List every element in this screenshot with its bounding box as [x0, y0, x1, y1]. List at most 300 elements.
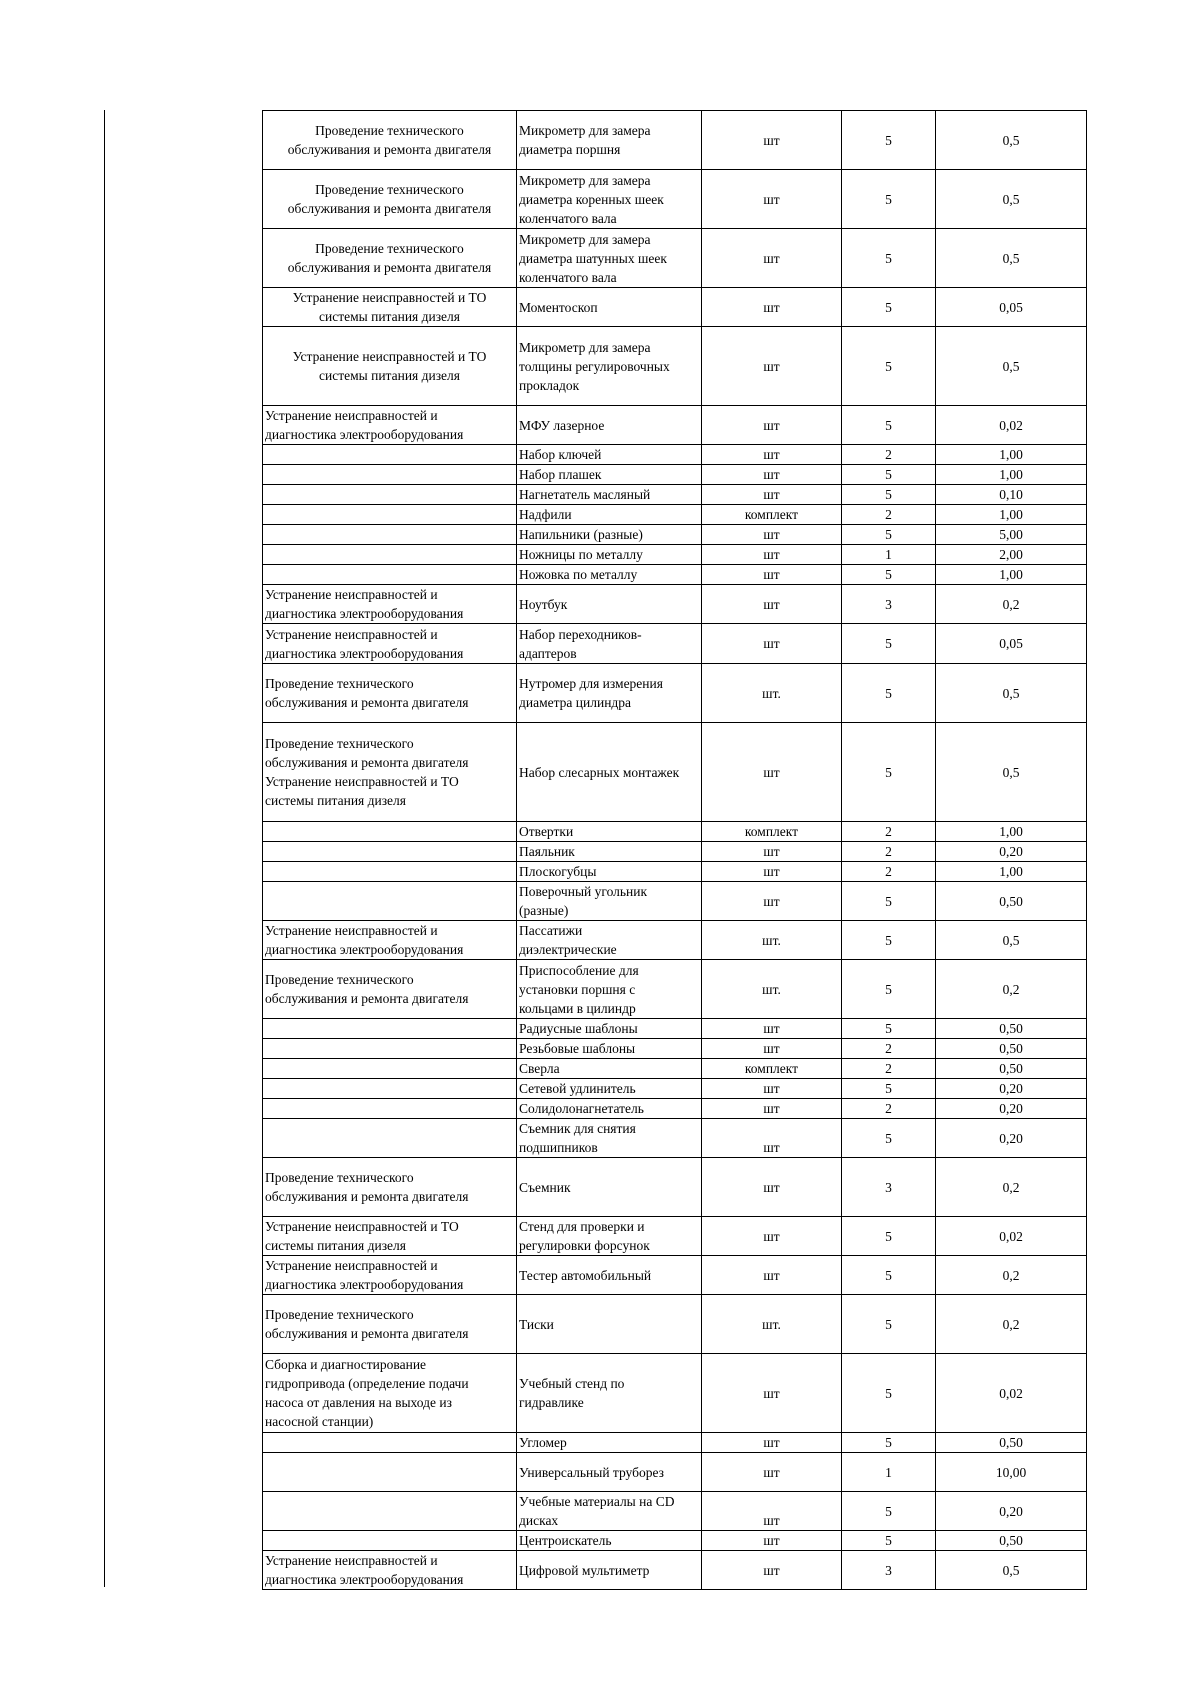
equipment-name-cell — [517, 229, 702, 288]
norm-cell-text: 0,05 — [999, 299, 1023, 315]
equipment-name-cell — [517, 170, 702, 229]
table-row — [263, 1158, 1087, 1217]
norm-cell — [936, 1433, 1087, 1453]
equipment-name-cell — [517, 485, 702, 505]
unit-cell-text: шт — [763, 1101, 780, 1116]
activity-cell — [263, 1453, 517, 1492]
norm-cell-text: 0,5 — [1002, 191, 1020, 207]
activity-cell — [263, 862, 517, 882]
quantity-cell-text: 5 — [885, 467, 892, 482]
unit-cell — [702, 921, 842, 960]
quantity-cell-text: 5 — [885, 893, 892, 909]
quantity-cell — [842, 327, 936, 406]
unit-cell — [702, 723, 842, 822]
unit-cell — [702, 585, 842, 624]
table-row — [263, 111, 1087, 170]
quantity-cell — [842, 1019, 936, 1039]
equipment-name-cell — [517, 505, 702, 525]
equipment-name-cell-text: Моментоскоп — [519, 299, 598, 315]
table-row — [263, 842, 1087, 862]
equipment-name-cell-text: Нагнетатель масляный — [519, 487, 651, 502]
quantity-cell — [842, 1039, 936, 1059]
norm-cell — [936, 1217, 1087, 1256]
activity-cell — [263, 1531, 517, 1551]
activity-cell — [263, 1099, 517, 1119]
norm-cell-text: 0,20 — [999, 1101, 1023, 1116]
equipment-name-cell — [517, 842, 702, 862]
quantity-cell — [842, 585, 936, 624]
quantity-cell-text: 5 — [885, 685, 892, 701]
norm-cell-text: 0,05 — [999, 636, 1023, 651]
norm-cell-text: 0,02 — [999, 1385, 1023, 1401]
equipment-name-cell-text: Нутромер для измерения диаметра цилиндра — [519, 676, 663, 710]
norm-cell — [936, 585, 1087, 624]
norm-cell-text: 0,20 — [999, 844, 1023, 859]
norm-cell — [936, 327, 1087, 406]
equipment-name-cell — [517, 960, 702, 1019]
unit-cell — [702, 485, 842, 505]
activity-cell — [263, 1295, 517, 1354]
equipment-name-cell — [517, 465, 702, 485]
equipment-name-cell — [517, 1059, 702, 1079]
equipment-name-cell — [517, 1079, 702, 1099]
equipment-name-cell-text: Микрометр для замера диаметра коренных шеек коленчатого вала — [519, 172, 664, 226]
quantity-cell-text: 5 — [885, 487, 892, 502]
page-margin-line — [104, 110, 105, 1587]
quantity-cell-text: 2 — [885, 507, 892, 522]
equipment-name-cell — [517, 882, 702, 921]
equipment-name-cell-text: Тестер автомобильный — [519, 1267, 652, 1283]
unit-cell-text: шт — [763, 547, 780, 562]
norm-cell-text: 0,5 — [1002, 764, 1020, 780]
norm-cell — [936, 1492, 1087, 1531]
quantity-cell-text: 3 — [885, 1562, 892, 1578]
norm-cell — [936, 406, 1087, 445]
unit-cell — [702, 445, 842, 465]
quantity-cell — [842, 1158, 936, 1217]
quantity-cell — [842, 1453, 936, 1492]
unit-cell-text: шт — [763, 467, 780, 482]
norm-cell — [936, 445, 1087, 465]
quantity-cell-text: 5 — [885, 1267, 892, 1283]
norm-cell-text: 0,2 — [1002, 1267, 1020, 1283]
unit-cell — [702, 1059, 842, 1079]
norm-cell-text: 0,50 — [999, 1041, 1023, 1056]
activity-cell — [263, 485, 517, 505]
unit-cell — [702, 842, 842, 862]
equipment-name-cell — [517, 1354, 702, 1433]
equipment-name-cell-text: Напильники (разные) — [519, 527, 643, 542]
table-row — [263, 960, 1087, 1019]
equipment-name-cell-text: Микрометр для замера диаметра поршня — [519, 123, 651, 157]
unit-cell-text: шт — [763, 1081, 780, 1096]
quantity-cell — [842, 624, 936, 664]
unit-cell-text: комплект — [744, 507, 799, 522]
unit-cell — [702, 822, 842, 842]
activity-cell-text: Проведение технического обслуживания и ремонта двигателя — [265, 972, 469, 1006]
equipment-name-cell — [517, 1453, 702, 1492]
quantity-cell — [842, 565, 936, 585]
equipment-name-cell — [517, 1217, 702, 1256]
unit-cell — [702, 1079, 842, 1099]
equipment-name-cell-text: Набор слесарных монтажек — [519, 764, 680, 780]
norm-cell-text: 0,2 — [1002, 596, 1020, 612]
activity-cell — [263, 525, 517, 545]
quantity-cell — [842, 445, 936, 465]
unit-cell — [702, 1453, 842, 1492]
unit-cell-text: шт — [763, 487, 780, 502]
table-row — [263, 723, 1087, 822]
equipment-name-cell — [517, 1531, 702, 1551]
norm-cell — [936, 229, 1087, 288]
unit-cell-text: шт — [763, 893, 780, 909]
activity-cell — [263, 921, 517, 960]
activity-cell-text: Устранение неисправностей и диагностика электрооборудования — [265, 1553, 464, 1587]
equipment-name-cell — [517, 723, 702, 822]
quantity-cell-text: 5 — [885, 1503, 892, 1519]
quantity-cell-text: 5 — [885, 1228, 892, 1244]
norm-cell-text: 0,50 — [999, 893, 1023, 909]
activity-cell — [263, 327, 517, 406]
table-row — [263, 1433, 1087, 1453]
quantity-cell — [842, 545, 936, 565]
norm-cell — [936, 1119, 1087, 1158]
activity-cell — [263, 1433, 517, 1453]
quantity-cell — [842, 1059, 936, 1079]
unit-cell-text: шт — [763, 864, 780, 879]
unit-cell — [702, 229, 842, 288]
unit-cell-text: шт — [763, 1533, 780, 1548]
equipment-name-cell-text: Микрометр для замера толщины регулировочных прокладок — [519, 339, 670, 393]
quantity-cell — [842, 822, 936, 842]
norm-cell — [936, 1059, 1087, 1079]
quantity-cell-text: 2 — [885, 1041, 892, 1056]
unit-cell-text: шт — [763, 567, 780, 582]
table-row — [263, 327, 1087, 406]
activity-cell-text: Сборка и диагностирование гидропривода (определение подачи насоса от давления на выходе из насосной станции) — [265, 1357, 469, 1429]
activity-cell-text: Проведение технического обслуживания и ремонта двигателя — [287, 123, 492, 157]
unit-cell — [702, 1433, 842, 1453]
equipment-name-cell — [517, 111, 702, 170]
quantity-cell-text: 5 — [885, 1081, 892, 1096]
equipment-table — [262, 110, 1087, 1590]
equipment-name-cell — [517, 862, 702, 882]
norm-cell-text: 1,00 — [999, 864, 1023, 879]
norm-cell-text: 10,00 — [995, 1464, 1027, 1480]
quantity-cell-text: 5 — [885, 299, 892, 315]
activity-cell-text: Устранение неисправностей и диагностика электрооборудования — [265, 626, 464, 661]
quantity-cell — [842, 862, 936, 882]
unit-cell — [702, 664, 842, 723]
quantity-cell-text: 2 — [885, 864, 892, 879]
unit-cell-text: шт — [763, 527, 780, 542]
equipment-name-cell — [517, 288, 702, 327]
norm-cell — [936, 505, 1087, 525]
norm-cell — [936, 170, 1087, 229]
table-row — [263, 170, 1087, 229]
activity-cell — [263, 1256, 517, 1295]
norm-cell — [936, 1019, 1087, 1039]
unit-cell-text: шт — [763, 1513, 780, 1528]
equipment-name-cell — [517, 664, 702, 723]
equipment-name-cell — [517, 1256, 702, 1295]
quantity-cell-text: 5 — [885, 567, 892, 582]
unit-cell — [702, 1158, 842, 1217]
unit-cell-text: шт — [763, 1228, 780, 1244]
equipment-name-cell-text: Набор переходников- адаптеров — [519, 626, 642, 661]
unit-cell-text: комплект — [744, 824, 799, 839]
norm-cell-text: 1,00 — [999, 567, 1023, 582]
unit-cell — [702, 545, 842, 565]
unit-cell — [702, 465, 842, 485]
activity-cell — [263, 111, 517, 170]
quantity-cell-text: 5 — [885, 764, 892, 780]
quantity-cell-text: 5 — [885, 636, 892, 651]
norm-cell — [936, 525, 1087, 545]
norm-cell-text: 0,5 — [1002, 932, 1020, 948]
activity-cell — [263, 229, 517, 288]
unit-cell-text: шт. — [762, 932, 781, 948]
activity-cell — [263, 1492, 517, 1531]
equipment-name-cell-text: Учебный стенд по гидравлике — [519, 1376, 625, 1410]
table-row — [263, 1059, 1087, 1079]
norm-cell — [936, 1551, 1087, 1590]
equipment-table-body — [263, 111, 1087, 1590]
unit-cell — [702, 1217, 842, 1256]
unit-cell-text: шт — [763, 1179, 780, 1195]
equipment-name-cell-text: Приспособление для установки поршня с кольцами в цилиндр — [519, 962, 639, 1016]
unit-cell — [702, 1531, 842, 1551]
norm-cell-text: 0,02 — [999, 1228, 1023, 1244]
equipment-name-cell — [517, 1158, 702, 1217]
activity-cell-text: Устранение неисправностей и диагностика электрооборудования — [265, 408, 464, 442]
equipment-name-cell-text: Центроискатель — [519, 1533, 612, 1548]
quantity-cell-text: 2 — [885, 1101, 892, 1116]
activity-cell — [263, 1079, 517, 1099]
norm-cell-text: 0,5 — [1002, 358, 1020, 374]
norm-cell-text: 0,2 — [1002, 981, 1020, 997]
quantity-cell-text: 2 — [885, 1061, 892, 1076]
equipment-name-cell — [517, 406, 702, 445]
quantity-cell — [842, 505, 936, 525]
equipment-name-cell-text: Надфили — [519, 507, 572, 522]
quantity-cell-text: 5 — [885, 932, 892, 948]
activity-cell — [263, 842, 517, 862]
quantity-cell-text: 5 — [885, 1385, 892, 1401]
quantity-cell — [842, 921, 936, 960]
equipment-name-cell — [517, 1433, 702, 1453]
quantity-cell-text: 2 — [885, 824, 892, 839]
unit-cell — [702, 862, 842, 882]
norm-cell — [936, 111, 1087, 170]
activity-cell — [263, 565, 517, 585]
norm-cell-text: 0,20 — [999, 1130, 1023, 1146]
equipment-name-cell-text: Поверочный угольник (разные) — [519, 884, 648, 918]
norm-cell-text: 0,5 — [1002, 1562, 1020, 1578]
quantity-cell-text: 2 — [885, 447, 892, 462]
table-row — [263, 545, 1087, 565]
equipment-name-cell — [517, 1551, 702, 1590]
table-row — [263, 288, 1087, 327]
unit-cell — [702, 111, 842, 170]
norm-cell-text: 0,50 — [999, 1061, 1023, 1076]
quantity-cell — [842, 170, 936, 229]
activity-cell — [263, 505, 517, 525]
equipment-name-cell-text: Ножницы по металлу — [519, 547, 643, 562]
equipment-name-cell-text: Сверла — [519, 1061, 560, 1076]
unit-cell — [702, 406, 842, 445]
unit-cell-text: шт. — [762, 685, 781, 701]
unit-cell-text: шт — [763, 1385, 780, 1401]
activity-cell-text: Устранение неисправностей и диагностика электрооборудования — [265, 1258, 464, 1292]
activity-cell — [263, 288, 517, 327]
unit-cell — [702, 1119, 842, 1158]
equipment-name-cell — [517, 545, 702, 565]
equipment-name-cell-text: Съемник для снятия подшипников — [519, 1121, 636, 1155]
norm-cell-text: 5,00 — [999, 527, 1023, 542]
equipment-name-cell-text: Набор плашек — [519, 467, 602, 482]
activity-cell — [263, 1059, 517, 1079]
norm-cell-text: 0,50 — [999, 1533, 1023, 1548]
norm-cell — [936, 842, 1087, 862]
equipment-name-cell-text: Радиусные шаблоны — [519, 1021, 638, 1036]
table-row — [263, 525, 1087, 545]
norm-cell-text: 0,5 — [1002, 685, 1020, 701]
equipment-name-cell-text: Угломер — [519, 1435, 567, 1450]
equipment-name-cell — [517, 585, 702, 624]
norm-cell — [936, 723, 1087, 822]
norm-cell-text: 0,02 — [999, 417, 1023, 433]
equipment-name-cell — [517, 327, 702, 406]
unit-cell-text: шт — [763, 764, 780, 780]
quantity-cell-text: 5 — [885, 1435, 892, 1450]
table-row — [263, 445, 1087, 465]
equipment-name-cell-text: Плоскогубцы — [519, 864, 597, 879]
unit-cell-text: шт — [763, 1464, 780, 1480]
equipment-name-cell-text: Отвертки — [519, 824, 574, 839]
norm-cell-text: 0,2 — [1002, 1179, 1020, 1195]
quantity-cell — [842, 1119, 936, 1158]
unit-cell — [702, 170, 842, 229]
norm-cell — [936, 1039, 1087, 1059]
activity-cell — [263, 465, 517, 485]
table-row — [263, 822, 1087, 842]
norm-cell — [936, 1256, 1087, 1295]
unit-cell — [702, 1256, 842, 1295]
table-row — [263, 505, 1087, 525]
activity-cell — [263, 1019, 517, 1039]
unit-cell — [702, 505, 842, 525]
equipment-name-cell-text: Ножовка по металлу — [519, 567, 638, 582]
activity-cell — [263, 723, 517, 822]
quantity-cell-text: 1 — [885, 1464, 892, 1480]
equipment-name-cell — [517, 445, 702, 465]
unit-cell — [702, 1492, 842, 1531]
norm-cell-text: 0,50 — [999, 1021, 1023, 1036]
unit-cell — [702, 1354, 842, 1433]
activity-cell — [263, 406, 517, 445]
norm-cell-text: 0,50 — [999, 1435, 1023, 1450]
quantity-cell — [842, 960, 936, 1019]
equipment-name-cell-text: Универсальный труборез — [519, 1464, 664, 1480]
equipment-name-cell-text: Набор ключей — [519, 447, 602, 462]
quantity-cell — [842, 1079, 936, 1099]
quantity-cell — [842, 1551, 936, 1590]
table-row — [263, 1099, 1087, 1119]
quantity-cell-text: 5 — [885, 981, 892, 997]
unit-cell-text: шт. — [762, 1316, 781, 1332]
table-row — [263, 406, 1087, 445]
activity-cell — [263, 1217, 517, 1256]
norm-cell-text: 2,00 — [999, 547, 1023, 562]
norm-cell — [936, 565, 1087, 585]
quantity-cell-text: 3 — [885, 1179, 892, 1195]
norm-cell — [936, 1158, 1087, 1217]
unit-cell — [702, 1039, 842, 1059]
unit-cell-text: шт — [763, 636, 780, 651]
quantity-cell-text: 3 — [885, 596, 892, 612]
activity-cell — [263, 545, 517, 565]
table-row — [263, 1256, 1087, 1295]
unit-cell-text: шт — [763, 358, 780, 374]
norm-cell-text: 0,20 — [999, 1081, 1023, 1096]
activity-cell-text: Устранение неисправностей и ТО системы питания дизеля — [265, 1219, 459, 1253]
activity-cell — [263, 882, 517, 921]
equipment-name-cell — [517, 1295, 702, 1354]
quantity-cell — [842, 723, 936, 822]
unit-cell-text: шт — [763, 132, 780, 148]
activity-cell-text: Проведение технического обслуживания и ремонта двигателя — [287, 241, 492, 275]
equipment-name-cell-text: Тиски — [519, 1316, 554, 1332]
table-row — [263, 624, 1087, 664]
quantity-cell — [842, 525, 936, 545]
quantity-cell — [842, 1433, 936, 1453]
quantity-cell-text: 5 — [885, 1533, 892, 1548]
activity-cell-text: Проведение технического обслуживания и ремонта двигателя — [265, 1307, 469, 1341]
norm-cell — [936, 862, 1087, 882]
norm-cell — [936, 1079, 1087, 1099]
table-row — [263, 485, 1087, 505]
norm-cell — [936, 822, 1087, 842]
activity-cell-text: Проведение технического обслуживания и ремонта двигателя — [265, 1170, 469, 1204]
table-row — [263, 664, 1087, 723]
quantity-cell-text: 1 — [885, 547, 892, 562]
quantity-cell — [842, 882, 936, 921]
table-row — [263, 1354, 1087, 1433]
unit-cell — [702, 327, 842, 406]
norm-cell-text: 1,00 — [999, 824, 1023, 839]
equipment-name-cell-text: Цифровой мультиметр — [519, 1562, 650, 1578]
norm-cell — [936, 545, 1087, 565]
quantity-cell-text: 5 — [885, 358, 892, 374]
norm-cell-text: 0,20 — [999, 1503, 1023, 1519]
equipment-name-cell — [517, 822, 702, 842]
norm-cell-text: 1,00 — [999, 507, 1023, 522]
activity-cell-text: Проведение технического обслуживания и ремонта двигателя — [265, 676, 469, 710]
quantity-cell-text: 5 — [885, 1021, 892, 1036]
equipment-name-cell-text: Сетевой удлинитель — [519, 1081, 636, 1096]
quantity-cell — [842, 664, 936, 723]
unit-cell — [702, 1551, 842, 1590]
norm-cell-text: 0,5 — [1002, 132, 1020, 148]
unit-cell — [702, 882, 842, 921]
table-row — [263, 1295, 1087, 1354]
unit-cell-text: шт — [763, 1267, 780, 1283]
norm-cell-text: 0,2 — [1002, 1316, 1020, 1332]
equipment-name-cell-text: Резьбовые шаблоны — [519, 1041, 636, 1056]
norm-cell — [936, 960, 1087, 1019]
table-row — [263, 229, 1087, 288]
